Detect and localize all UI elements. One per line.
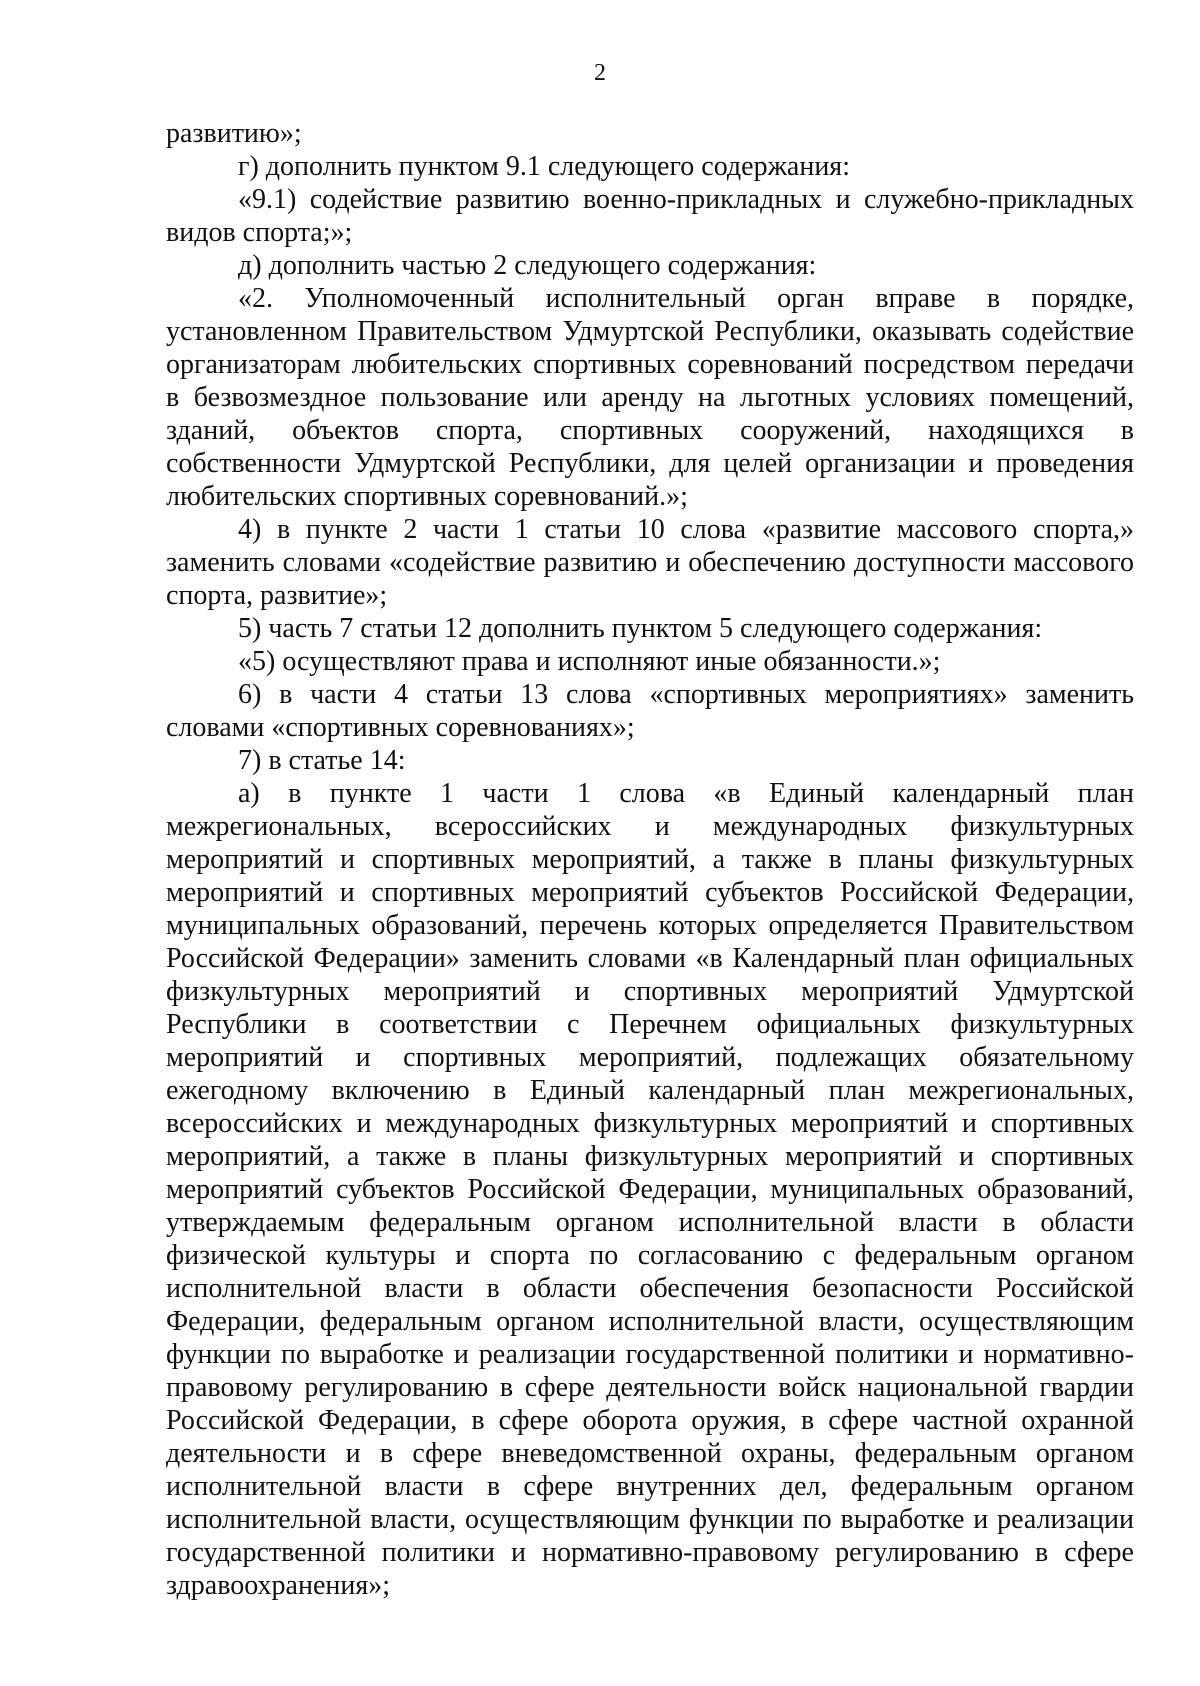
paragraph-item-7: 7) в статье 14:: [238, 745, 406, 776]
paragraph-item-d: д) дополнить частью 2 следующего содержания:: [238, 250, 817, 281]
paragraph-clause-5: «5) осуществляют права и исполняют иные обязанности.»;: [238, 646, 941, 677]
paragraph-clause-2: «2. Уполномоченный исполнительный орган вправе в порядке, установленном Правительством Удмуртской Республики, оказывать содействие организаторам любительских спортивных соревнований посредством передачи в безвозмездное пользование или аренду на льготных условиях помещений, зданий, объектов спорта, спортивных сооружений, находящихся в собственности Удмуртской Республики, для целей организации и проведения любительских спортивных соревнований.»;: [166, 283, 1134, 512]
paragraph-item-6: 6) в части 4 статьи 13 слова «спортивных мероприятиях» заменить словами «спортивных соревнованиях»;: [166, 679, 1134, 743]
paragraph-continuation: развитию»;: [166, 118, 302, 149]
document-body: [166, 117, 1134, 1602]
paragraph-item-g: г) дополнить пунктом 9.1 следующего содержания:: [238, 151, 850, 182]
paragraph-item-4: 4) в пункте 2 части 1 статьи 10 слова «развитие массового спорта,» заменить словами «содействие развитию и обеспечению доступности массового спорта, развитие»;: [166, 514, 1134, 611]
page-number: 2: [594, 60, 606, 86]
paragraph-clause-9-1: «9.1) содействие развитию военно-прикладных и служебно-прикладных видов спорта;»;: [166, 184, 1134, 248]
paragraph-item-5: 5) часть 7 статьи 12 дополнить пунктом 5 следующего содержания:: [238, 613, 1043, 644]
paragraph-item-a: а) в пункте 1 части 1 слова «в Единый календарный план межрегиональных, всероссийских и международных физкультурных мероприятий и спортивных мероприятий, а также в планы физкультурных мероприятий и спортивных мероприятий субъектов Российской Федерации, муниципальных образований, перечень которых определяется Правительством Российской Федерации» заменить словами «в Календарный план официальных физкультурных мероприятий и спортивных мероприятий Удмуртской Республики в соответствии с Перечнем официальных физкультурных мероприятий и спортивных мероприятий, подлежащих обязательному ежегодному включению в Единый календарный план межрегиональных, всероссийских и международных физкультурных мероприятий и спортивных мероприятий, а также в планы физкультурных мероприятий и спортивных мероприятий субъектов Российской Федерации, муниципальных образований, утверждаемым федеральным органом исполнительной власти в области физической культуры и спорта по согласованию с федеральным органом исполнительной власти в области обеспечения безопасности Российской Федерации, федеральным органом исполнительной власти, осуществляющим функции по выработке и реализации государственной политики и нормативно-правовому регулированию в сфере деятельности войск национальной гвардии Российской Федерации, в сфере оборота оружия, в сфере частной охранной деятельности и в сфере вневедомственной охраны, федеральным органом исполнительной власти в сфере внутренних дел, федеральным органом исполнительной власти, осуществляющим функции по выработке и реализации государственной политики и нормативно-правовому регулированию в сфере здравоохранения»;: [166, 778, 1134, 1601]
